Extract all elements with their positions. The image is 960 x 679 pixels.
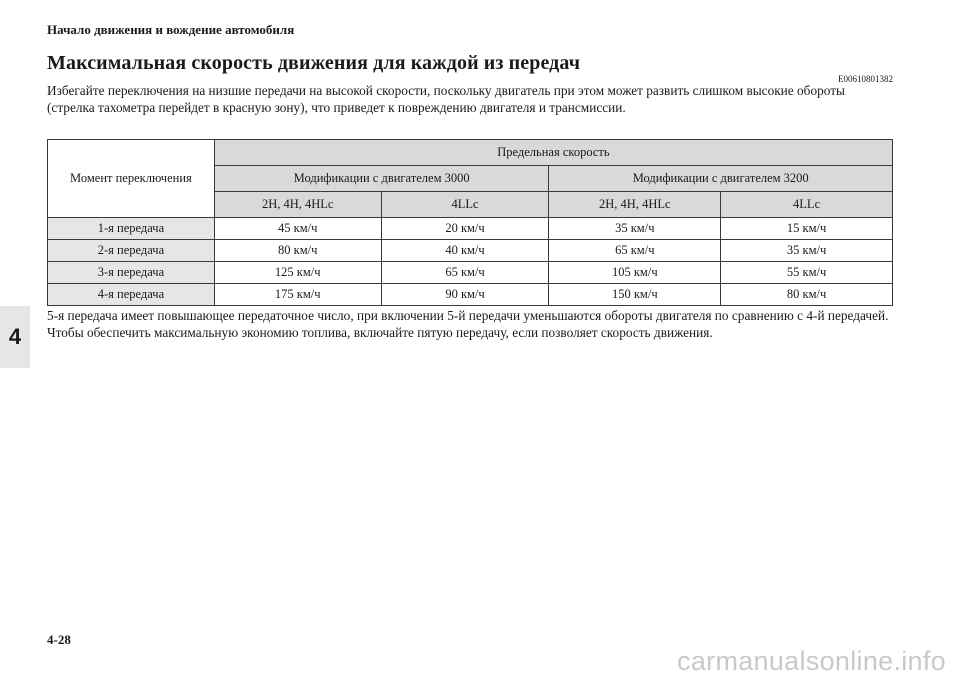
table-row — [48, 218, 893, 240]
table-group-header: Модификации с двигателем 3000 — [214, 166, 549, 192]
speed-cell: 175 км/ч — [214, 284, 381, 306]
gear-label: 2-я передача — [48, 240, 215, 262]
speed-cell: 105 км/ч — [549, 262, 721, 284]
gear-label: 3-я передача — [48, 262, 215, 284]
table-subheader: 4LLc — [381, 192, 549, 218]
speed-cell: 40 км/ч — [381, 240, 549, 262]
table-corner-label: Момент переключения — [48, 140, 215, 218]
speed-cell: 65 км/ч — [381, 262, 549, 284]
speed-cell: 150 км/ч — [549, 284, 721, 306]
page-number: 4-28 — [47, 632, 71, 647]
speed-cell: 55 км/ч — [721, 262, 893, 284]
speed-cell: 15 км/ч — [721, 218, 893, 240]
chapter-tab — [0, 306, 30, 368]
section-title-row — [47, 52, 893, 84]
speed-cell: 80 км/ч — [721, 284, 893, 306]
table-subheader: 2H, 4H, 4HLc — [549, 192, 721, 218]
speed-cell: 45 км/ч — [214, 218, 381, 240]
section-code: E00610801382 — [838, 74, 893, 84]
running-header: Начало движения и вождение автомобиля — [47, 22, 295, 37]
table-row — [48, 262, 893, 284]
fifth-gear-note: 5-я передача имеет повышающее передаточное число, при включении 5-й передачи уменьшаются обороты двигателя по сравнению с 4-й передачей. Чтобы обеспечить максимальную экономию топлива, включайте пятую передачу, если позволяет скорость движения. — [47, 308, 889, 340]
table-row — [48, 240, 893, 262]
intro-paragraph: Избегайте переключения на низшие передачи на высокой скорости, поскольку двигатель при этом может развить слишком высокие обороты (стрелка тахометра перейдет в красную зону), что приведет к повреждению двигателя и трансмиссии. — [47, 83, 845, 115]
speed-cell: 80 км/ч — [214, 240, 381, 262]
speed-cell: 65 км/ч — [549, 240, 721, 262]
speed-cell: 35 км/ч — [549, 218, 721, 240]
table-subheader: 2H, 4H, 4HLc — [214, 192, 381, 218]
section-title: Максимальная скорость движения для каждой из передач — [47, 52, 581, 74]
speed-cell: 35 км/ч — [721, 240, 893, 262]
table-top-header: Предельная скорость — [214, 140, 892, 166]
gear-label: 1-я передача — [48, 218, 215, 240]
speed-cell: 20 км/ч — [381, 218, 549, 240]
table-group-header: Модификации с двигателем 3200 — [549, 166, 893, 192]
speed-limit-table — [47, 139, 893, 306]
table-row — [48, 284, 893, 306]
chapter-number: 4 — [8, 324, 22, 349]
gear-label: 4-я передача — [48, 284, 215, 306]
table-subheader: 4LLc — [721, 192, 893, 218]
speed-cell: 125 км/ч — [214, 262, 381, 284]
speed-cell: 90 км/ч — [381, 284, 549, 306]
watermark: carmanualsonline.info — [677, 646, 946, 676]
